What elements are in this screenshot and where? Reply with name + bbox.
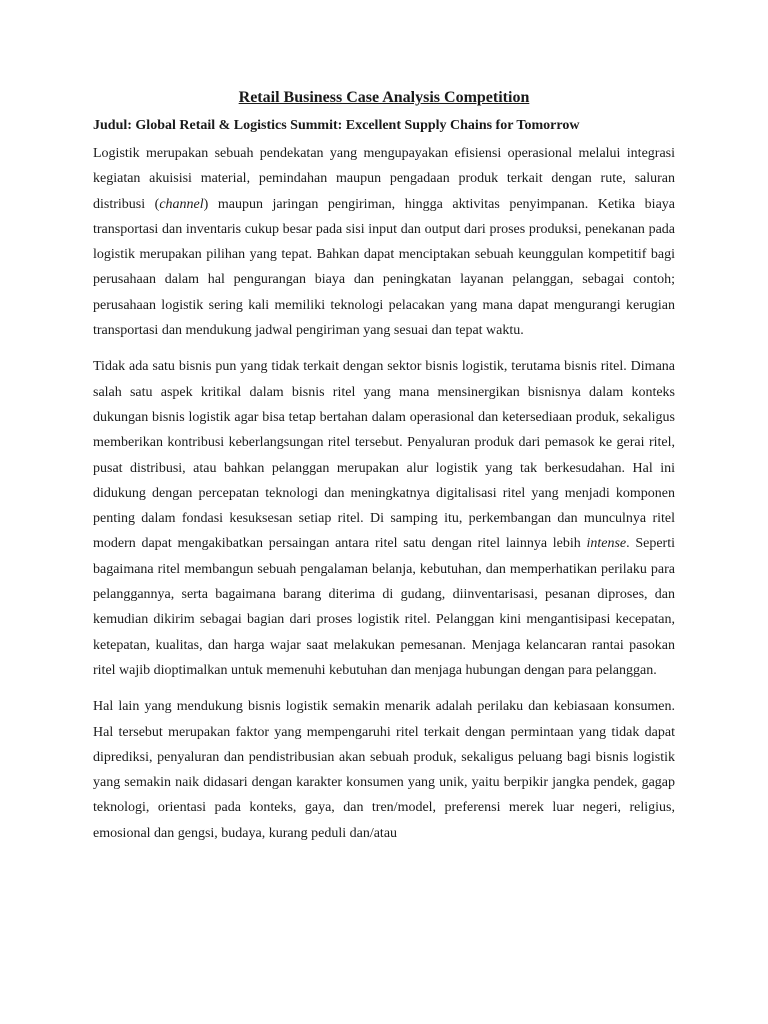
paragraph-2-text-a: Tidak ada satu bisnis pun yang tidak terkait dengan sektor bisnis logistik, terutama bisnis ritel. Dimana salah satu aspek kritikal dalam bisnis ritel yang mana mensinergikan bisnisnya dalam konteks dukungan bisnis logistik agar bisa tetap bertahan dalam operasional dan ketersediaan produk, sekaligus memberikan kontribusi keberlangsungan ritel tersebut. Penyaluran produk dari pemasok ke gerai ritel, pusat distribusi, atau bahkan pelanggan merupakan alur logistik yang tak berkesudahan. Hal ini didukung dengan percepatan teknologi dan meningkatnya digitalisasi ritel yang menjadi komponen penting dalam fondasi kesuksesan setiap ritel. Di samping itu, perkembangan dan munculnya ritel modern dapat mengakibatkan persaingan antara ritel satu dengan ritel lainnya lebih: [93, 359, 675, 552]
paragraph-1-italic: channel: [159, 196, 204, 212]
paragraph-1-text-b: ) maupun jaringan pengiriman, hingga aktivitas penyimpanan. Ketika biaya transportasi dan inventaris cukup besar pada sisi input dan output dari proses produksi, penekanan pada logistik merupakan pilihan yang tepat. Bahkan dapat menciptakan sebuah keunggulan kompetitif bagi perusahaan dalam hal pengurangan biaya dan peningkatan layanan pelanggan, sebagai contoh; perusahaan logistik sering kali memiliki teknologi pelacakan yang mana dapat mengurangi kerugian transportasi dan mendukung jadwal pengiriman yang sesuai dan tepat waktu.: [93, 196, 675, 339]
document-title: Retail Business Case Analysis Competition: [238, 89, 530, 106]
paragraph-2-text-b: . Seperti bagaimana ritel membangun sebuah pengalaman belanja, kebutuhan, dan memperhatikan perilaku para pelanggannya, serta bagaimana barang diterima di gudang, diinventarisasi, pesanan diproses, dan kemudian dikirim sebagai bagian dari proses logistik ritel. Pelanggan kini mengantisipasi kecepatan, ketepatan, kualitas, dan harga wajar saat melakukan pemesanan. Menjaga kelancaran rantai pasokan ritel wajib dioptimalkan untuk memenuhi kebutuhan dan menjaga hubungan dengan para pelanggan.: [93, 536, 676, 678]
paragraph-2-italic: intense: [586, 536, 627, 552]
paragraph-1-text-a: Logistik merupakan sebuah pendekatan yang mengupayakan efisiensi operasional melalui integrasi kegiatan akuisisi material, pemindahan maupun pengadaan produk terkait dengan rute, saluran distribusi (: [93, 146, 675, 212]
paragraph-1: [93, 141, 675, 343]
document-subtitle: Judul: Global Retail & Logistics Summit: Excellent Supply Chains for Tomorrow: [93, 118, 580, 133]
paragraph-3: Hal lain yang mendukung bisnis logistik semakin menarik adalah perilaku dan kebiasaan konsumen. Hal tersebut merupakan faktor yang mempengaruhi ritel terkait dengan permintaan yang tidak dapat diprediksi, penyaluran dan pendistribusian akan sebuah produk, sekaligus peluang bagi bisnis logistik yang semakin naik didasari dengan karakter konsumen yang unik, yaitu berpikir jangka pendek, gagap teknologi, orientasi pada konteks, gaya, dan tren/model, preferensi merek luar negeri, religius, emosional dan gengsi, budaya, kurang peduli dan/atau: [93, 699, 675, 841]
document-page: [93, 86, 675, 857]
paragraph-2: [93, 354, 675, 683]
